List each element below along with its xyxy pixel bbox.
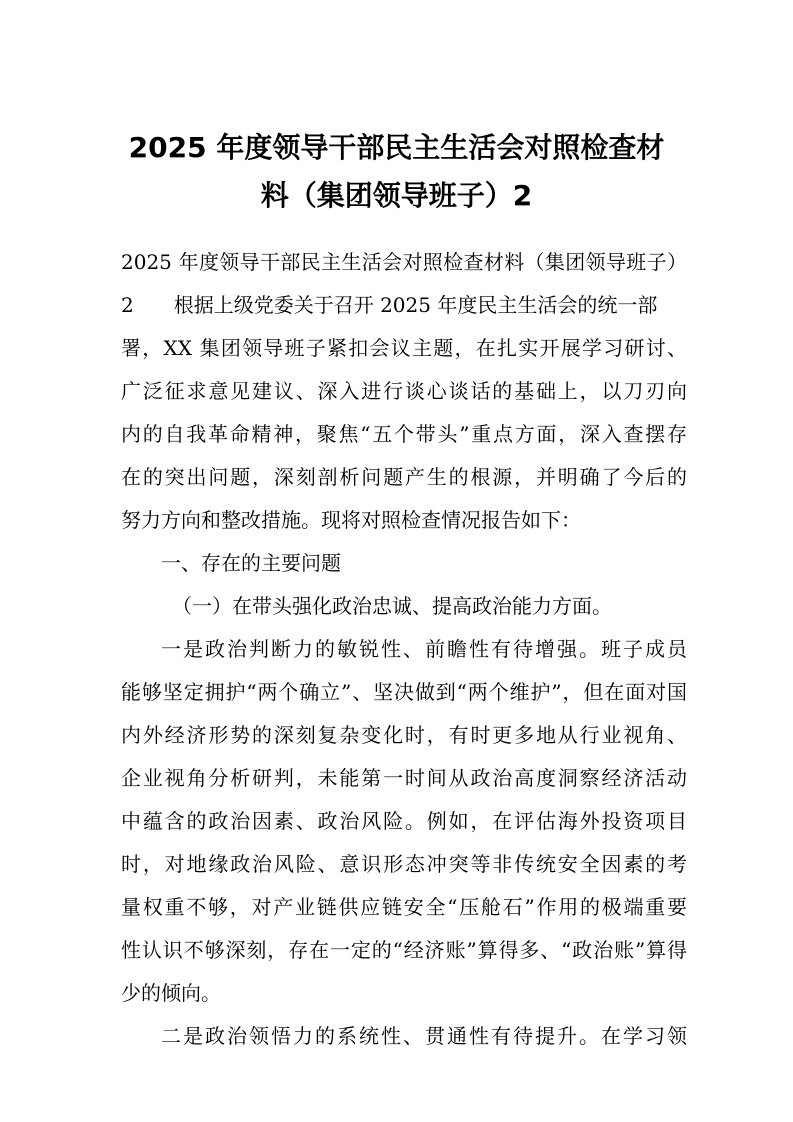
- document-title-line-1: 2025 年度领导干部民主生活会对照检查材: [128, 131, 665, 164]
- section-heading-1: 一、存在的主要问题: [161, 551, 341, 575]
- body-line-10: 一是政治判断力的敏锐性、前瞻性有待增强。班子成员: [161, 637, 687, 661]
- body-line-4: 广泛征求意见建议、深入进行谈心谈话的基础上，以刀刃向: [121, 379, 687, 403]
- body-line-7: 努力方向和整改措施。现将对照检查情况报告如下：: [121, 508, 581, 532]
- body-line-17: 性认识不够深刻，存在一定的“经济账”算得多、“政治账”算得: [121, 938, 687, 962]
- body-line-16: 量权重不够，对产业链供应链安全“压舱石”作用的极端重要: [121, 895, 687, 919]
- body-line-5: 内的自我革命精神，聚焦“五个带头”重点方面，深入查摆存: [121, 422, 687, 446]
- body-line-3: 署，XX 集团领导班子紧扣会议主题，在扎实开展学习研讨、: [121, 336, 687, 360]
- body-line-2: 2 根据上级党委关于召开 2025 年度民主生活会的统一部: [121, 293, 658, 317]
- body-line-19: 二是政治领悟力的系统性、贯通性有待提升。在学习领: [161, 1024, 687, 1048]
- body-line-18: 少的倾向。: [121, 981, 221, 1005]
- subsection-heading-1: （一）在带头强化政治忠诚、提高政治能力方面。: [172, 594, 612, 618]
- document-title-line-2: 料（集团领导班子）2: [260, 179, 533, 212]
- body-line-14: 中蕴含的政治因素、政治风险。例如，在评估海外投资项目: [121, 809, 687, 833]
- body-line-11: 能够坚定拥护“两个确立”、坚决做到“两个维护”，但在面对国: [121, 680, 687, 704]
- body-line-6: 在的突出问题，深刻剖析问题产生的根源，并明确了今后的: [121, 465, 687, 489]
- body-line-15: 时，对地缘政治风险、意识形态冲突等非传统安全因素的考: [121, 852, 687, 876]
- body-line-13: 企业视角分析研判，未能第一时间从政治高度洞察经济活动: [121, 766, 687, 790]
- body-line-12: 内外经济形势的深刻复杂变化时，有时更多地从行业视角、: [121, 723, 687, 747]
- body-line-1: 2025 年度领导干部民主生活会对照检查材料（集团领导班子）: [121, 250, 687, 274]
